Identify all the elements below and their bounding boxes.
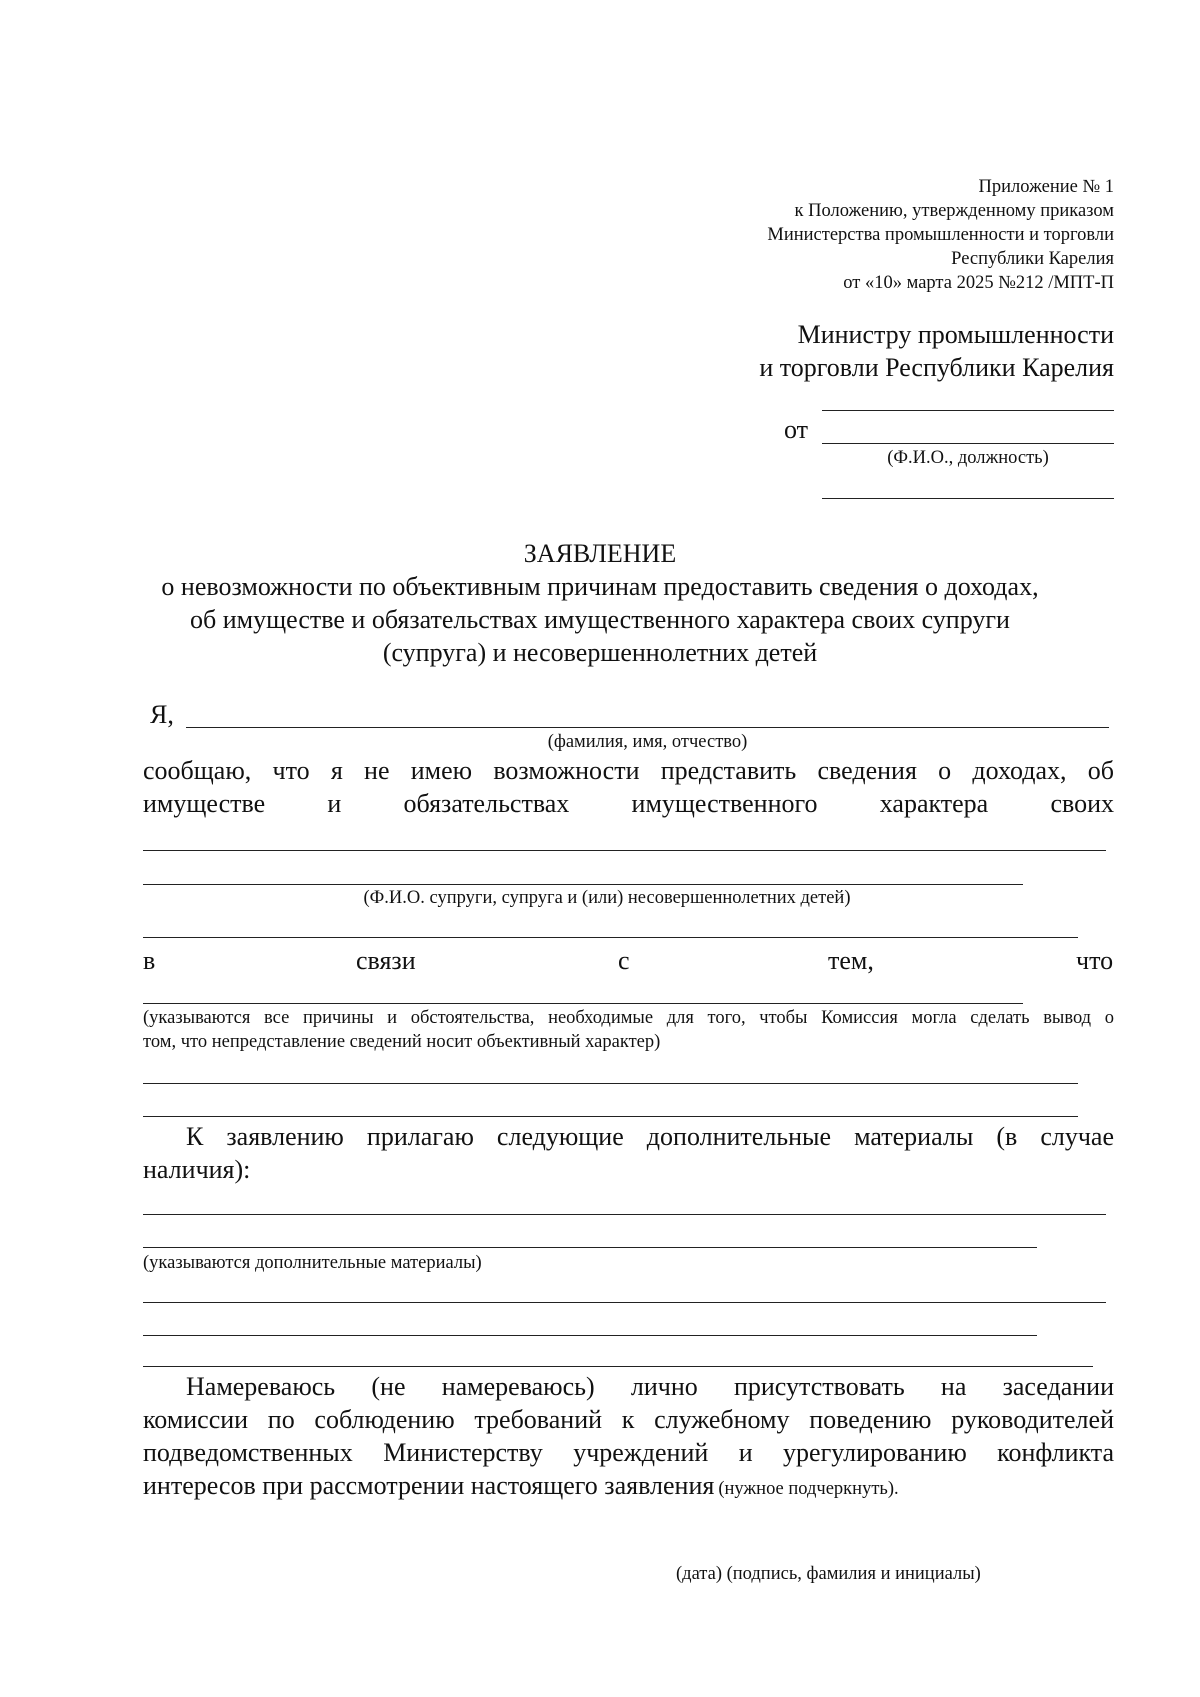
- attach-blank-5[interactable]: [143, 1366, 1093, 1367]
- attach-blank-4[interactable]: [143, 1335, 1037, 1336]
- statement-title: [100, 537, 1100, 669]
- appendix-line-5: от «10» марта 2025 №212 /МПТ-П: [843, 273, 1114, 293]
- report-line-2: имуществе и обязательствах имущественного характера своих: [143, 789, 1114, 818]
- attach-line-2: наличия):: [143, 1155, 251, 1184]
- appendix-line-1: Приложение № 1: [978, 177, 1114, 197]
- signature-hint: (дата) (подпись, фамилия и инициалы): [676, 1564, 981, 1584]
- reason-blank-1[interactable]: [143, 1003, 1023, 1004]
- reason-word-3: с: [618, 946, 630, 975]
- appendix-header: [640, 175, 1114, 295]
- addressee-blank-1[interactable]: [822, 410, 1114, 411]
- addressee-line-2: и торговли Республики Карелия: [759, 353, 1114, 382]
- title-heading: ЗАЯВЛЕНИЕ: [523, 539, 677, 568]
- from-hint: (Ф.И.О., должность): [887, 448, 1049, 468]
- reason-blank-2[interactable]: [143, 1083, 1078, 1084]
- report-line-1: сообщаю, что я не имею возможности представить сведения о доходах, об: [143, 756, 1114, 785]
- appendix-line-3: Министерства промышленности и торговли: [767, 225, 1114, 245]
- intend-line-4: интересов при рассмотрении настоящего заявления: [143, 1471, 715, 1500]
- family-hint: (Ф.И.О. супруги, супруга и (или) несовершеннолетних детей): [363, 888, 851, 908]
- addressee-from-blank[interactable]: [822, 443, 1114, 444]
- attach-blank-3[interactable]: [143, 1302, 1106, 1303]
- appendix-line-2: к Положению, утвержденному приказом: [794, 201, 1114, 221]
- attach-hint: (указываются дополнительные материалы): [143, 1253, 482, 1273]
- title-subtitle-2: об имуществе и обязательствах имущественного характера своих супруги: [190, 605, 1010, 634]
- family-blank-2[interactable]: [143, 884, 1023, 885]
- attach-blank-2[interactable]: [143, 1247, 1037, 1248]
- reason-word-5: что: [1076, 946, 1114, 975]
- family-blank-3[interactable]: [143, 937, 1078, 938]
- fio-hint: (фамилия, имя, отчество): [547, 732, 748, 752]
- intend-line-3: подведомственных Министерству учреждений и урегулированию конфликта: [143, 1438, 1114, 1467]
- intend-line-4-wrap: [143, 1471, 899, 1501]
- family-blank-1[interactable]: [143, 850, 1106, 851]
- i-label: Я,: [150, 700, 174, 729]
- attach-blank-1[interactable]: [143, 1214, 1106, 1215]
- title-subtitle-3: (супруга) и несовершеннолетних детей: [382, 638, 818, 667]
- reason-hint-1: (указываются все причины и обстоятельства, необходимые для того, чтобы Комиссия могла сделать вывод о: [143, 1008, 1114, 1028]
- intend-line-2: комиссии по соблюдению требований к служебному поведению руководителей: [143, 1405, 1114, 1434]
- reason-word-1: в: [143, 946, 156, 975]
- addressee-line-1: Министру промышленности: [797, 320, 1114, 349]
- attach-line-1: К заявлению прилагаю следующие дополнительные материалы (в случае: [186, 1122, 1114, 1151]
- addressee-block: [620, 318, 1114, 384]
- intend-note: (нужное подчеркнуть).: [718, 1479, 899, 1499]
- fio-blank[interactable]: [186, 727, 1109, 728]
- reason-blank-3[interactable]: [143, 1116, 1078, 1117]
- reason-word-2: связи: [356, 946, 416, 975]
- intend-line-1: Намереваюсь (не намереваюсь) лично присутствовать на заседании: [186, 1372, 1114, 1401]
- reason-word-4: тем,: [828, 946, 874, 975]
- title-subtitle-1: о невозможности по объективным причинам предоставить сведения о доходах,: [161, 572, 1039, 601]
- appendix-line-4: Республики Карелия: [951, 249, 1114, 269]
- from-label: от: [784, 415, 809, 444]
- reason-hint-2: том, что непредставление сведений носит объективный характер): [143, 1032, 661, 1052]
- addressee-blank-2[interactable]: [822, 498, 1114, 499]
